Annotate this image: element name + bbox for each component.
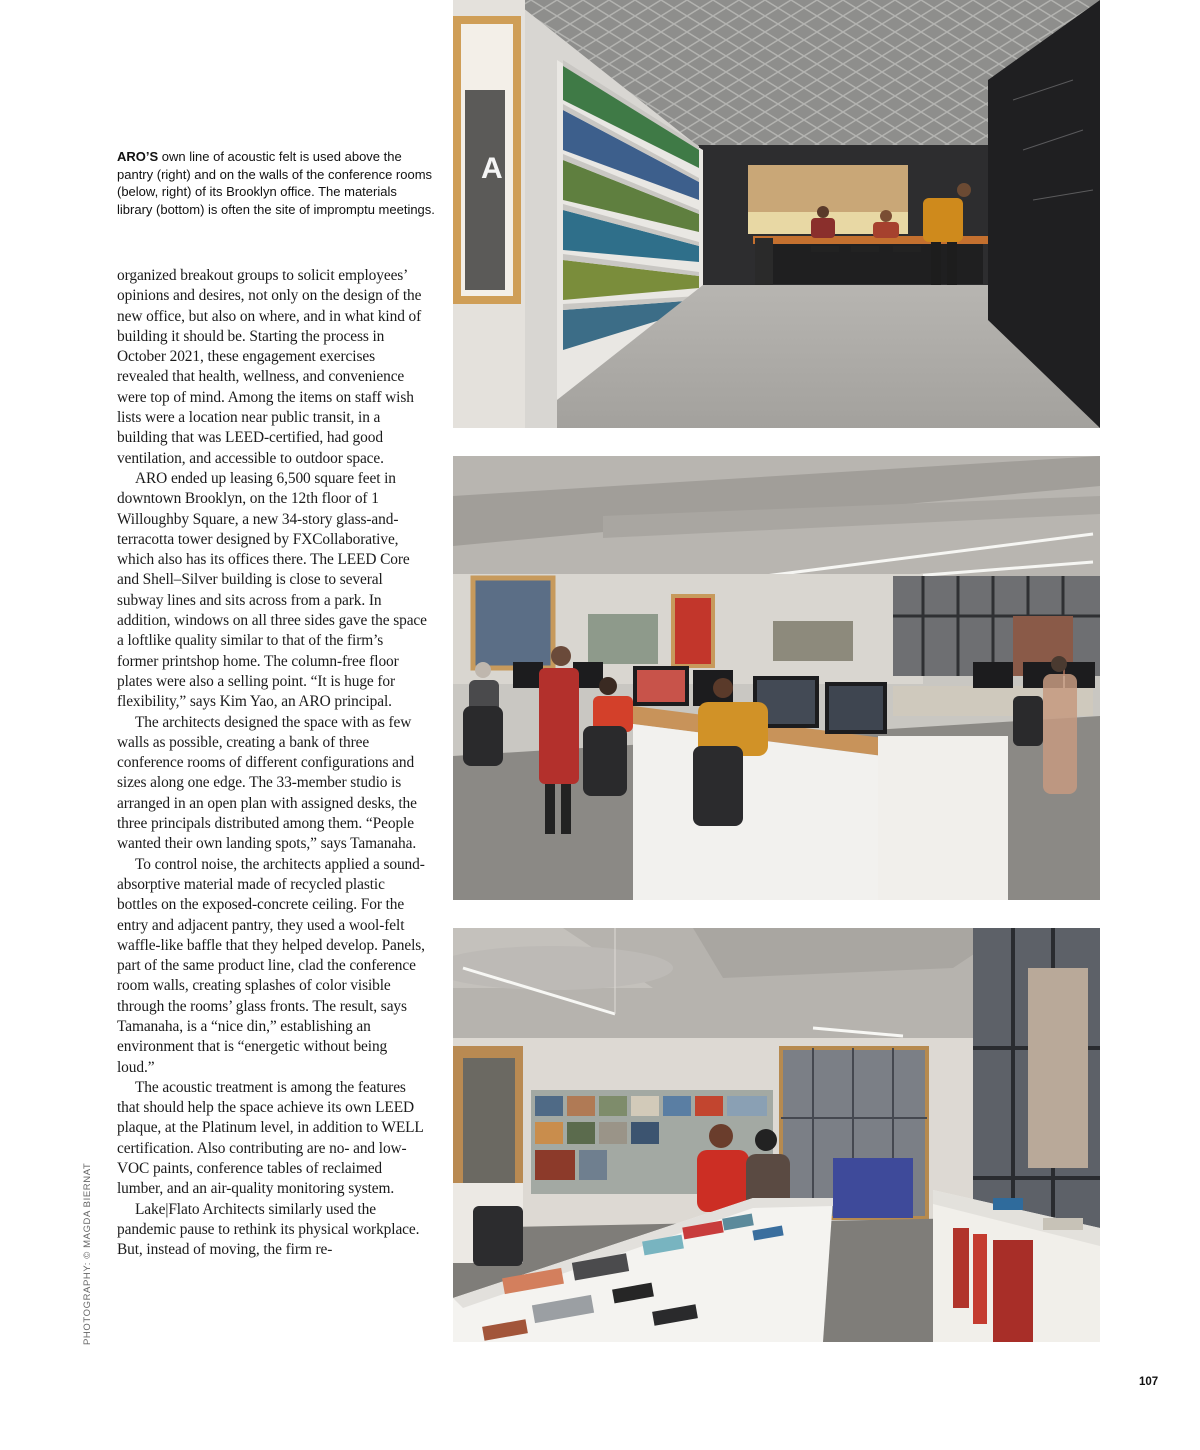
materials-library-photo bbox=[453, 928, 1100, 1342]
paragraph-3: The architects designed the space with as few walls as possible, creating a bank of three conference rooms of different configurations and sizes along one edge. The 33-member studio is arranged in an open plan with assigned desks, the three principals distributed among them. “People wanted their own landing spots,” says Tamanaha. bbox=[117, 713, 417, 853]
photo-credit: PHOTOGRAPHY: © MAGDA BIERNAT bbox=[82, 1162, 93, 1345]
studio-photo bbox=[453, 456, 1100, 900]
photo-caption bbox=[117, 148, 435, 218]
page-number: 107 bbox=[1139, 1376, 1159, 1388]
caption-lead: ARO’S bbox=[117, 149, 159, 164]
paragraph-1: organized breakout groups to solicit employees’ opinions and desires, not only on the design of the new office, but also on where, and in what kind of building it should be. Starting the process in October 2021, these engagement exercises revealed that health, wellness, and convenience were top of mind. Among the items on staff wish lists were a location near public transit, in a building that was LEED-certified, had good ventilation, and accessible to outdoor space. bbox=[117, 267, 422, 467]
paragraph-2: ARO ended up leasing 6,500 square feet in downtown Brooklyn, on the 12th floor of 1 Willoughby Square, a new 34-story glass-and-terracotta tower designed by FXCollaborative, which also has its offices there. The LEED Core and Shell–Silver building is close to several subway lines and sits across from a park. In addition, windows on all three sides gave the space a loftlike quality similar to that of the firm’s former printshop home. The column-free floor plates were also a selling point. “It is huge for flexibility,” says Kim Yao, an ARO principal. bbox=[117, 469, 427, 711]
article-body bbox=[117, 266, 427, 1261]
pantry-sign-letter: A bbox=[481, 152, 503, 185]
paragraph-6: Lake|Flato Architects similarly used the pandemic pause to rethink its physical workplace. But, instead of moving, the firm re- bbox=[117, 1200, 420, 1259]
paragraph-4: To control noise, the architects applied a sound-absorptive material made of recycled plastic bottles on the exposed-concrete ceiling. For the entry and adjacent pantry, they used a wool-felt waffle-like baffle that they helped develop. Panels, part of the same product line, clad the conference room walls, creating splashes of color visible through the rooms’ glass fronts. The result, says Tamanaha, is a “nice din,” establishing an environment that is “energetic without being loud.” bbox=[117, 855, 425, 1076]
paragraph-5: The acoustic treatment is among the features that should help the space achieve its own LEED plaque, at the Platinum level, in addition to WELL certification. Also contributing are no- and low-VOC paints, conference tables of reclaimed lumber, and an air-quality monitoring system. bbox=[117, 1078, 424, 1198]
caption-text: own line of acoustic felt is used above the pantry (right) and on the walls of the conference rooms (below, right) of its Brooklyn office. The materials library (bottom) is often the site of impromptu meetings. bbox=[117, 149, 435, 217]
pantry-photo bbox=[453, 0, 1100, 428]
